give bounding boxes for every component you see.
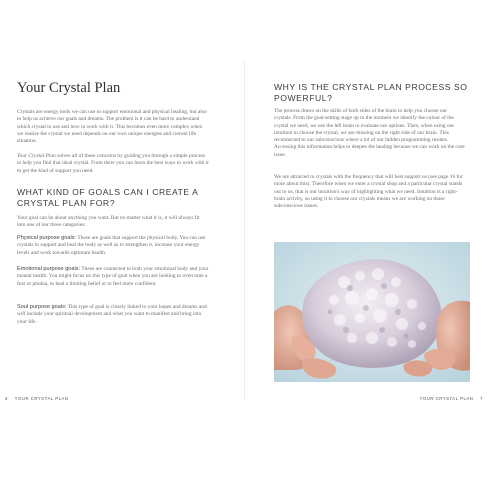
soul-goals-paragraph <box>17 304 209 326</box>
right-page-number: 7 <box>480 396 483 401</box>
physical-goals-paragraph <box>17 235 209 257</box>
right-running-footer: YOUR CRYSTAL PLAN <box>419 396 474 401</box>
physical-goals-lead: Physical purpose goals: <box>17 235 77 241</box>
page-title: Your Crystal Plan <box>17 80 121 96</box>
why-paragraph-1: The process draws on the skills of both sides of the brain to help you choose our crystals. From the goal-setting stage up to the moment we identify the colour of the crystal we need, we use the left brain to evaluate our options. Then, when using our intuition to choose the crystal, we are drawing on the right side of our brain. This reconnected to our subconscious where a lot of our hidden programming resides. Accessing this information helps to deepen the healing because we can work on the core issue. <box>274 108 465 158</box>
goals-intro-paragraph: Your goal can be about anything you want. But no matter what it is, it will always fit into one of our three categories: <box>17 215 200 229</box>
amethyst-geode-in-hands-photo <box>274 242 470 382</box>
intro-paragraph-2-text: solves all of these concerns by guiding you through a simple process to help you find that ideal crystal. From there you can learn the best ways to work with it to get the kind of support you need. <box>17 153 209 174</box>
right-folio <box>420 396 483 401</box>
intro-paragraph-1: Crystals are energy tools we can use to support emotional and physical healing, but also to help us achieve our goals and dreams. The problem is it can be hard to understand which crystal to use and how to work with it. This becomes even more complex when we realize the crystal we need depends on our own unique energies and current life situation. <box>17 109 207 145</box>
physical-goals-text: These are goals that support the physical body. You can use crystals to support and heal the body as well as to strengthen it, increase your energy levels and work towards optimum health. <box>17 235 206 256</box>
left-page <box>0 0 244 489</box>
section-heading-why: WHY IS THE CRYSTAL PLAN PROCESS SO POWERFUL? <box>274 82 468 103</box>
soul-goals-text: This type of goal is closely linked to your hopes and dreams and will include your spiritual development and what you want to manifest and bring into your life. <box>17 304 207 325</box>
emotional-goals-paragraph <box>17 266 209 288</box>
why-paragraph-2: We are attracted to crystals with the frequency that will best support us (see page 16 for more about this). Therefore when we enter a crystal shop and a particular crystal stands out to us, that is our intuition's way of highlighting what we need. Intuition is a right-brain activity, so using it to choose our crystals means we are working on those subconscious issues. <box>274 174 463 210</box>
emotional-goals-lead: Emotional purpose goals: <box>17 266 81 272</box>
geode-illustration-icon <box>274 242 470 382</box>
left-page-number: 6 <box>5 396 8 401</box>
intro-paragraph-2 <box>17 153 209 175</box>
book-title-italic: Your Crystal Plan <box>17 153 56 159</box>
left-folio <box>5 396 68 401</box>
soul-goals-lead: Soul purpose goals: <box>17 304 67 310</box>
emotional-goals-text: These are connected to both your emotional body and your mental health. You might focus on this type of goal when you are looking to overcome a fear or phobia, to heal a limiting belief or to feel more confident. <box>17 266 209 287</box>
section-heading-goals: WHAT KIND OF GOALS CAN I CREATE A CRYSTAL PLAN FOR? <box>17 187 198 208</box>
left-running-footer: YOUR CRYSTAL PLAN <box>14 396 69 401</box>
